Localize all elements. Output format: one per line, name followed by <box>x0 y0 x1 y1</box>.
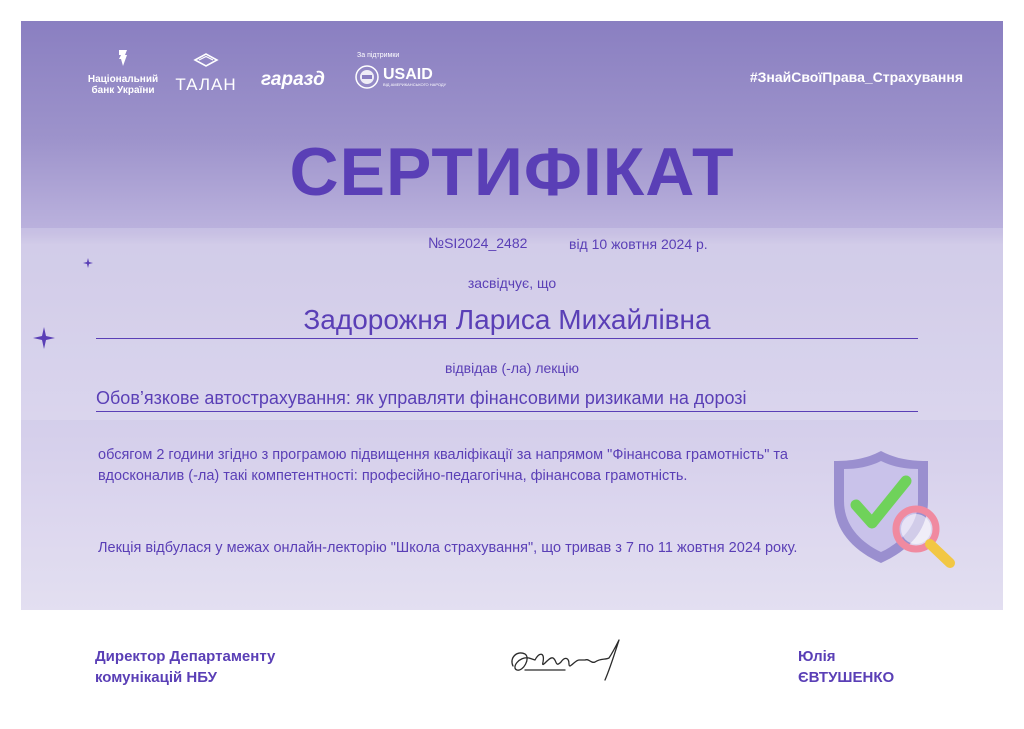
hashtag: #ЗнайСвоїПрава_Страхування <box>749 69 963 85</box>
signer-title <box>95 646 275 688</box>
lecture-title: Обов’язкове автострахування: як управляти фінансовими ризиками на дорозі <box>96 388 918 412</box>
certifies-text: засвідчує, що <box>467 275 557 291</box>
talan-logo-text: ТАЛАН <box>175 75 237 94</box>
attended-text: відвідав (-ла) лекцію <box>444 360 580 376</box>
signer-title-line2: комунікацій НБУ <box>95 669 217 686</box>
signer-name <box>798 646 894 688</box>
sparkle-icon <box>83 258 93 268</box>
event-paragraph: Лекція відбулася у межах онлайн-лекторію "Школа страхування", що тривав з 7 по 11 жовтня 2024 року. <box>98 540 798 556</box>
signer-title-line1: Директор Департаменту <box>95 648 276 665</box>
number-value: SI2024_2482 <box>444 235 528 251</box>
certificate-date: від 10 жовтня 2024 р. <box>569 236 708 252</box>
number-symbol: № <box>428 235 445 252</box>
sparkle-icon <box>33 327 55 349</box>
certificate-title: СЕРТИФІКАТ <box>289 134 735 210</box>
recipient-name: Задорожня Лариса Михайлівна <box>96 304 918 339</box>
talan-logo-icon <box>193 52 219 68</box>
signer-first-name: Юлія <box>798 648 836 665</box>
details-paragraph: обсягом 2 години згідно з програмою підвищення кваліфікації за напрямом "Фінансова грамотність" та вдосконалив (-ла) такі компетентності: професійно-педагогічна, фінансова грамотність. <box>98 447 788 484</box>
nbu-logo <box>83 49 163 96</box>
talan-logo <box>171 52 241 95</box>
usaid-logo-text: USAID <box>383 66 433 83</box>
garazd-logo: гаразд <box>261 69 325 90</box>
usaid-seal-icon <box>355 65 379 89</box>
certificate-number <box>428 235 527 252</box>
signer-last-name: ЄВТУШЕНКО <box>798 669 895 686</box>
usaid-support-label: За підтримки <box>357 52 400 59</box>
usaid-subtext: ВІД АМЕРИКАНСЬКОГО НАРОДУ <box>383 82 447 87</box>
certificate-panel <box>21 21 1003 610</box>
usaid-logo <box>355 65 446 89</box>
signature-image <box>505 636 630 686</box>
nbu-logo-icon <box>116 49 130 67</box>
nbu-logo-text: Національний банк України <box>87 74 159 96</box>
shield-check-magnifier-icon <box>826 449 966 569</box>
